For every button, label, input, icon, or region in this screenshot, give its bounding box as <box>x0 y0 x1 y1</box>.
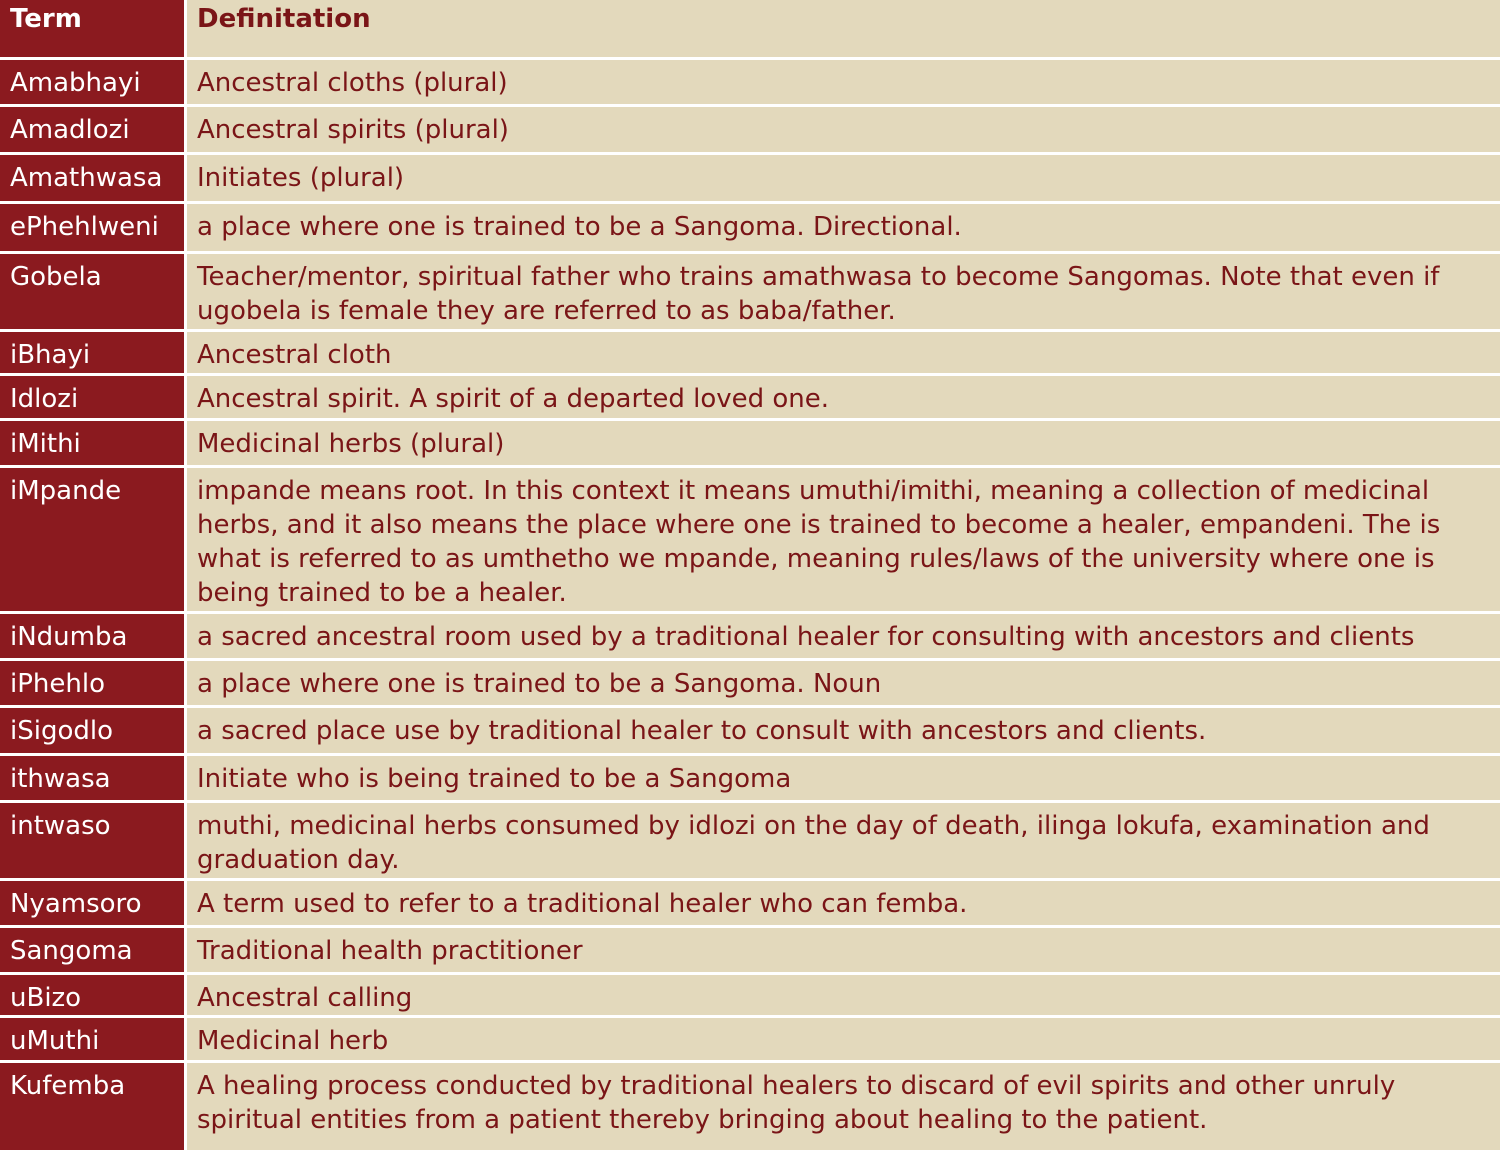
definition-cell: a sacred place use by traditional healer to consult with ancestors and clients. <box>187 708 1500 753</box>
term-cell: uMuthi <box>0 1018 184 1060</box>
term-cell: Kufemba <box>0 1063 184 1150</box>
definition-cell: Ancestral cloth <box>187 332 1500 373</box>
term-cell: intwaso <box>0 803 184 878</box>
term-cell: iNdumba <box>0 614 184 658</box>
term-cell: ithwasa <box>0 756 184 800</box>
term-cell: Amathwasa <box>0 155 184 201</box>
term-cell: iMpande <box>0 468 184 611</box>
definition-cell: A healing process conducted by traditional healers to discard of evil spirits and other unruly spiritual entities from a patient thereby bringing about healing to the patient. <box>187 1063 1500 1150</box>
definition-cell: A term used to refer to a traditional healer who can femba. <box>187 881 1500 925</box>
term-cell: ePhehlweni <box>0 204 184 251</box>
definition-cell: Teacher/mentor, spiritual father who trains amathwasa to become Sangomas. Note that even if ugobela is female they are referred to as baba/father. <box>187 254 1500 329</box>
term-cell: Nyamsoro <box>0 881 184 925</box>
definition-cell: Medicinal herb <box>187 1018 1500 1060</box>
term-cell: Amabhayi <box>0 60 184 104</box>
term-column-header: Term <box>0 0 184 57</box>
definition-cell: a sacred ancestral room used by a traditional healer for consulting with ancestors and clients <box>187 614 1500 658</box>
definition-cell: Medicinal herbs (plural) <box>187 421 1500 465</box>
definition-cell: impande means root. In this context it means umuthi/imithi, meaning a collection of medicinal herbs, and it also means the place where one is trained to become a healer, empandeni. The is what is referred to as umthetho we mpande, meaning rules/laws of the university where one is being trained to be a healer. <box>187 468 1500 611</box>
term-cell: Amadlozi <box>0 107 184 152</box>
definition-cell: Ancestral cloths (plural) <box>187 60 1500 104</box>
term-cell: iPhehlo <box>0 661 184 705</box>
definition-cell: muthi, medicinal herbs consumed by idlozi on the day of death, ilinga lokufa, examination and graduation day. <box>187 803 1500 878</box>
definition-cell: a place where one is trained to be a Sangoma. Directional. <box>187 204 1500 251</box>
definition-cell: Ancestral spirits (plural) <box>187 107 1500 152</box>
term-cell: iSigodlo <box>0 708 184 753</box>
term-cell: uBizo <box>0 975 184 1015</box>
definition-cell: Ancestral calling <box>187 975 1500 1015</box>
term-cell: Idlozi <box>0 376 184 418</box>
term-cell: iMithi <box>0 421 184 465</box>
term-cell: Sangoma <box>0 928 184 972</box>
definition-column-header: Definitation <box>187 0 1500 57</box>
definition-cell: Ancestral spirit. A spirit of a departed loved one. <box>187 376 1500 418</box>
definition-cell: Initiates (plural) <box>187 155 1500 201</box>
term-cell: iBhayi <box>0 332 184 373</box>
definition-cell: Initiate who is being trained to be a Sangoma <box>187 756 1500 800</box>
definition-cell: Traditional health practitioner <box>187 928 1500 972</box>
definition-cell: a place where one is trained to be a Sangoma. Noun <box>187 661 1500 705</box>
term-cell: Gobela <box>0 254 184 329</box>
